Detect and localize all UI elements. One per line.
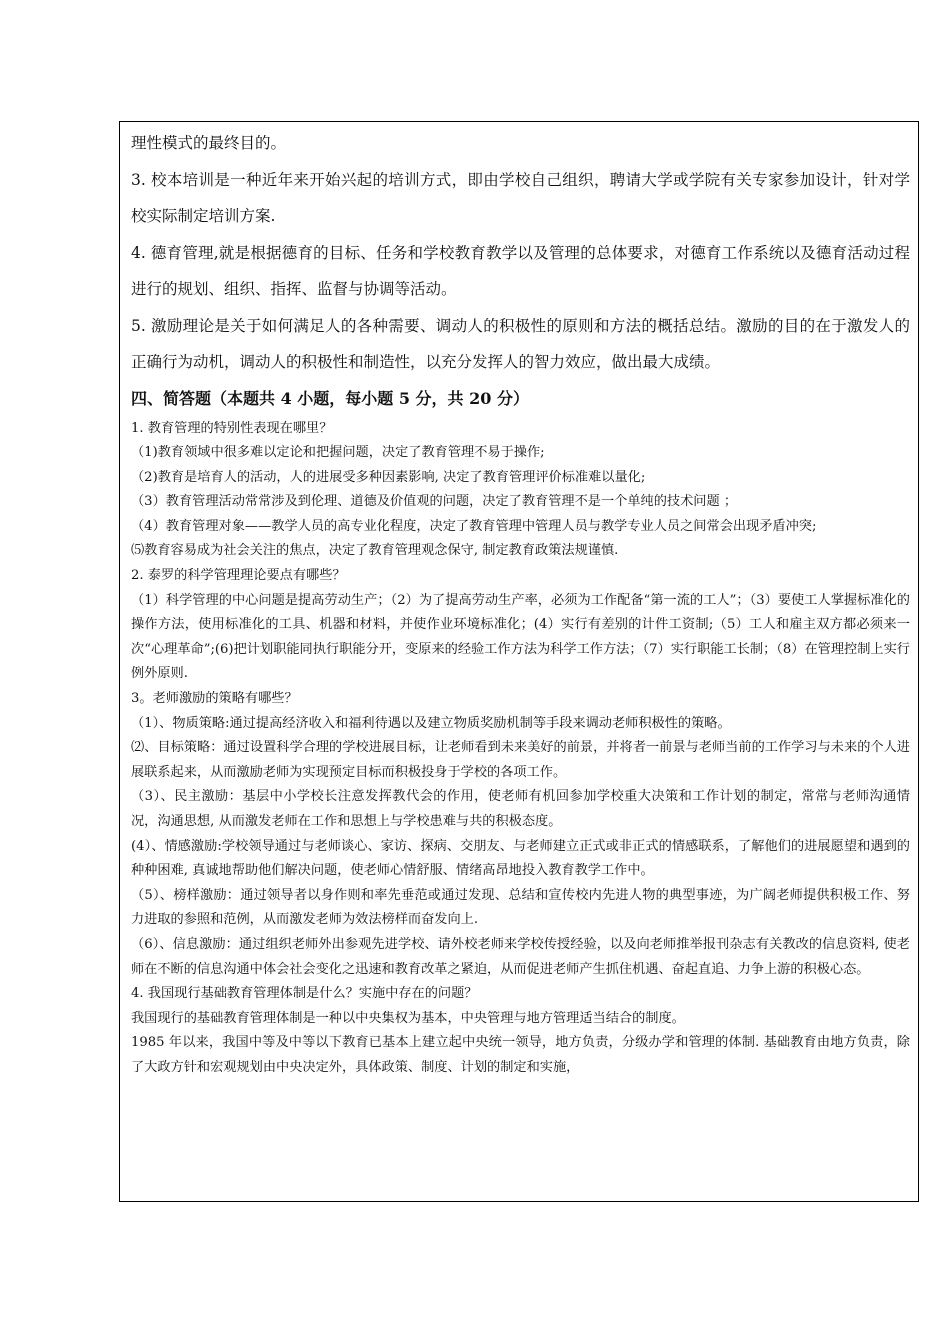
q4-answer-1: 我国现行的基础教育管理体制是一种以中央集权为基本，中央管理与地方管理适当结合的制度。: [131, 1010, 685, 1026]
paragraph-3: 4. 德育管理,就是根据德育的目标、任务和学校教育教学以及管理的总体要求，对德育工作系统以及德育活动过程进行的规划、组织、指挥、监督与协调等活动。: [131, 243, 910, 298]
q1-answer-1: （1)教育领域中很多难以定论和把握问题，决定了教育管理不易于操作;: [131, 445, 545, 461]
q3-answer-1: （1）、物质策略:通过提高经济收入和福利待遇以及建立物质奖励机制等手段来调动老师积极性的策略。: [131, 715, 731, 731]
q4-question: 4. 我国现行基础教育管理体制是什么？实施中存在的问题？: [131, 986, 478, 1002]
q3-question: 3。老师激励的策略有哪些？: [131, 691, 298, 707]
q1-question: 1. 教育管理的特别性表现在哪里？: [131, 420, 333, 436]
paragraph-2: 3. 校本培训是一种近年来开始兴起的培训方式，即由学校自己组织，聘请大学或学院有关专家参加设计，针对学校实际制定培训方案.: [131, 170, 910, 225]
q3-answer-2: ⑵、目标策略：通过设置科学合理的学校进展目标，让老师看到未来美好的前景，并将者一前景与老师当前的工作学习与未来的个人进展联系起来，从而激励老师为实现预定目标而积极投身于学校的各项工作。: [131, 740, 910, 780]
q3-answer-6: （6）、信息激励：通过组织老师外出参观先进学校、请外校老师来学校传授经验，以及向老师推举报刊杂志有关教改的信息资料, 使老师在不断的信息沟通中体会社会变化之迅速和教育改革之紧迫，从而促进老师产生抓住机遇、奋起直追、力争上游的积极心态。: [131, 936, 910, 977]
section-heading: 四、简答题（本题共 4 小题，每小题 5 分，共 20 分）: [131, 388, 529, 408]
q1-answer-2: （2)教育是培育人的活动，人的进展受多种因素影响, 决定了教育管理评价标准难以量化;: [131, 469, 646, 485]
paragraph-1: 理性模式的最终目的。: [131, 134, 287, 152]
q2-question: 2. 泰罗的科学管理理论要点有哪些？: [131, 568, 346, 584]
paragraph-4: 5. 激励理论是关于如何满足人的各种需要、调动人的积极性的原则和方法的概括总结。激励的目的在于激发人的正确行为动机，调动人的积极性和制造性，以充分发挥人的智力效应，做出最大成绩。: [131, 316, 910, 371]
q1-answer-5: ⑸教育容易成为社会关注的焦点，决定了教育管理观念保守, 制定教育政策法规谨慎.: [131, 543, 619, 559]
q3-answer-4: (4）、情感激励:学校领导通过与老师谈心、家访、探病、交朋友、与老师建立正式或非正式的情感联系，了解他们的进展愿望和遇到的种种困难, 真诚地帮助他们解决问题，使老师心情舒服、情绪高昂地投入教育教学工作中。: [131, 838, 910, 879]
q3-answer-3: （3）、民主激励：基层中小学校长注意发挥教代会的作用，使老师有机回参加学校重大决策和工作计划的制定，常常与老师沟通情况，沟通思想, 从而激发老师在工作和思想上与学校患难与共的积极态度。: [131, 789, 910, 829]
q2-answer: （1）科学管理的中心问题是提高劳动生产；（2）为了提高劳动生产率，必须为工作配备“第一流的工人”；（3）要使工人掌握标准化的操作方法，使用标准化的工具、机器和材料，并使作业环境标准化；(4）实行有差别的计件工资制;（5）工人和雇主双方都必须来一次“心理革命”;(6)把计划职能同执行职能分开，变原来的经验工作方法为科学工作方法；（7）实行职能工长制；（8）在管理控制上实行例外原则.: [131, 592, 910, 682]
document-frame: [119, 121, 919, 1202]
q1-answer-3: （3）教育管理活动常常涉及到伦理、道德及价值观的问题，决定了教育管理不是一个单纯的技术问题 ；: [131, 494, 738, 510]
q4-answer-2: 1985 年以来，我国中等及中等以下教育已基本上建立起中央统一领导，地方负责，分级办学和管理的体制. 基础教育由地方负责，除了大政方针和宏观规划由中央决定外，具体政策、制度、计划的制定和实施，: [131, 1035, 910, 1075]
q3-answer-5: （5）、榜样激励：通过领导者以身作则和率先垂范或通过发现、总结和宣传校内先进人物的典型事迹，为广阔老师提供积极工作、努力进取的参照和范例，从而激发老师为效法榜样而奋发向上.: [131, 887, 910, 928]
q1-answer-4: （4）教育管理对象——教学人员的高专业化程度，决定了教育管理中管理人员与教学专业人员之间常会出现矛盾冲突;: [131, 518, 817, 534]
